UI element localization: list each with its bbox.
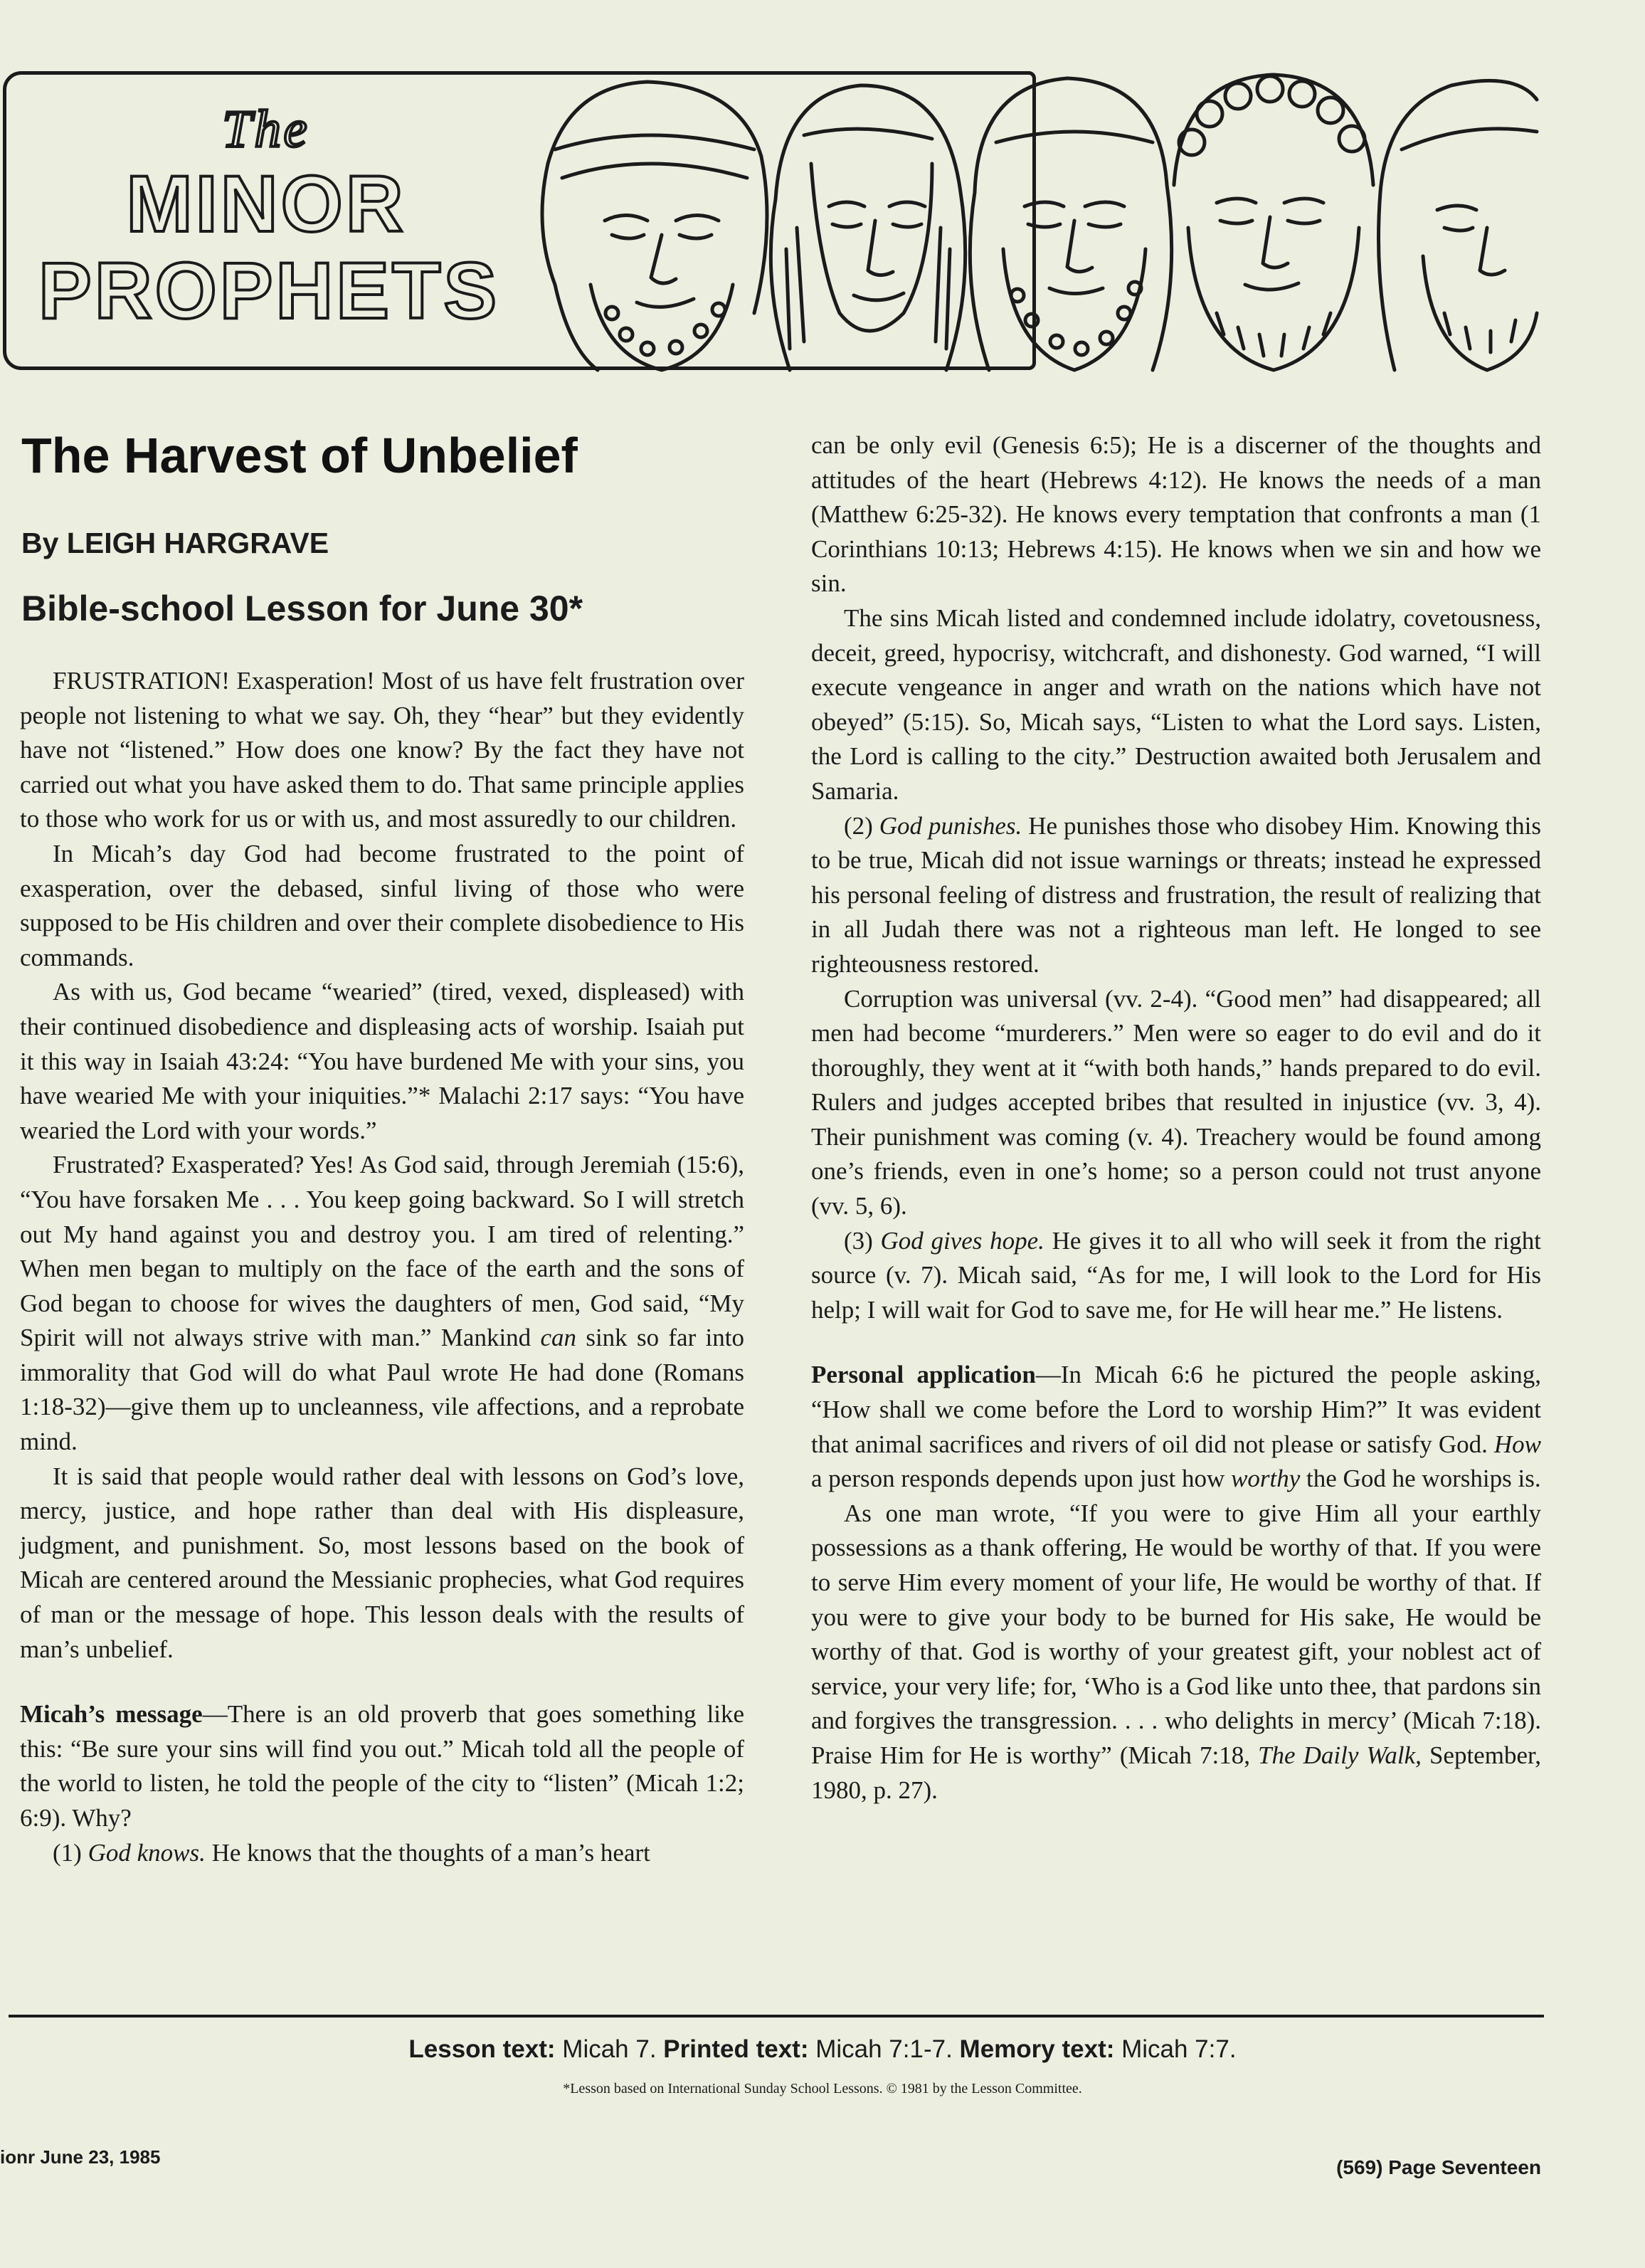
lesson-text-value: Micah 7. xyxy=(555,2035,664,2063)
emphasis: God punishes. xyxy=(879,811,1022,840)
prophets-faces-illustration xyxy=(505,14,1544,384)
footer-rule xyxy=(9,2015,1544,2018)
masthead-line-minor: MINOR xyxy=(126,159,406,248)
emphasis: God gives hope. xyxy=(880,1226,1044,1255)
issue-date: ionr June 23, 1985 xyxy=(0,2146,161,2168)
paragraph xyxy=(811,1497,1541,1808)
paragraph: As with us, God became “wearied” (tired, vexed, displeased) with their continued disobedience and displeasing acts of worship. Isaiah put it this way in Isaiah 43:24: “You have burdened Me with your sins, you have wearied Me with your iniquities.”* Malachi 2:17 says: “You have wearied the Lord with your words.” xyxy=(20,978,744,1144)
text-run: As one man wrote, “If you were to give Him all your earthly possessions as a thank offering, He would be worthy of that. If you were to serve Him every moment of your life, He would be worthy of that. If you were to give your body to be burned for His sake, He would be worthy of that. God is worthy of your greatest gift, your noblest act of service, your very life; for, ‘Who is a God like unto thee, that pardons sin and forgives the transgression. . . . who delights in mercy’ (Micah 7:18). Praise Him for He is worthy” (Micah 7:18, xyxy=(811,1499,1541,1769)
prophet-face-3 xyxy=(970,78,1171,370)
text-run: He punishes those who disobey Him. Knowing this to be true, Micah did not issue warnings or threats; instead he expressed his personal feeling of distress and frustration, the result of realizing that in all Judah there was not a righteous man left. He longed to see righteousness restored. xyxy=(811,811,1542,978)
paragraph: FRUSTRATION! Exasperation! Most of us have felt frustration over people not listening to what we say. Oh, they “hear” but they evidently have not “listened.” How does one know? By the fact they have not carried out what you have asked them to do. That same principle applies to those who work for us or with us, and most assuredly to our children. xyxy=(20,667,744,833)
emphasis: The Daily Walk, xyxy=(1258,1741,1422,1769)
paragraph: can be only evil (Genesis 6:5); He is a discerner of the thoughts and attitudes of the heart (Hebrews 4:12). He knows the needs of a man (Matthew 6:25-32). He knows every temptation that confronts a man (1 Corinthians 10:13; Hebrews 4:15). He knows when we sin and how we sin. xyxy=(811,431,1541,598)
byline: By LEIGH HARGRAVE xyxy=(21,527,329,559)
emphasis: can xyxy=(540,1324,577,1352)
lesson-text-line xyxy=(0,2035,1645,2064)
point-number: (1) xyxy=(53,1838,88,1867)
lesson-date: Bible-school Lesson for June 30* xyxy=(21,589,583,628)
paragraph xyxy=(20,1148,744,1459)
text-run: the God he worships is. xyxy=(1300,1465,1541,1493)
point-number: (3) xyxy=(844,1226,881,1255)
section-micahs-message xyxy=(20,1697,744,1835)
text-run: Frustrated? Exasperated? Yes! As God said, through Jeremiah (15:6), “You have forsaken Me . . . You keep going backward. So I will stretch out My hand against you and destroy you. I am tired of relenting.” When men began to multiply on the face of the earth and the sons of God began to choose for wives the daughters of men, God said, “My Spirit will not always strive with man.” Mankind xyxy=(20,1151,744,1352)
text-run: September, 1980, p. 27). xyxy=(811,1741,1541,1804)
paragraph: In Micah’s day God had become frustrated to the point of exasperation, over the debased, sinful living of those who were supposed to be His children and over their complete disobedience to His commands. xyxy=(20,839,744,971)
paragraph: It is said that people would rather deal with lessons on God’s love, mercy, justice, and hope rather than deal with His displeasure, judgment, and punishment. So, most lessons based on the book of Micah are centered around the Messianic prophecies, what God requires of man or the message of hope. This lesson deals with the results of man’s unbelief. xyxy=(20,1462,744,1663)
emphasis: worthy xyxy=(1231,1465,1301,1493)
section-heading: Personal application xyxy=(811,1361,1036,1389)
masthead-line-the: The xyxy=(222,100,310,159)
point-number: (2) xyxy=(844,811,879,840)
emphasis: How xyxy=(1493,1430,1541,1458)
text-run: He knows that the thoughts of a man’s heart xyxy=(205,1838,650,1867)
text-run: sink so far into immorality that God will do what Paul wrote He had done (Romans 1:18-32)—give them up to uncleanness, vile affections, and a reprobate mind. xyxy=(20,1324,744,1456)
prophet-face-2 xyxy=(771,85,965,370)
printed-text-value: Micah 7:1-7. xyxy=(808,2035,960,2063)
footnote: *Lesson based on International Sunday School Lessons. © 1981 by the Lesson Committee. xyxy=(563,2081,1082,2096)
lesson-text-label: Lesson text: xyxy=(408,2035,556,2063)
masthead-title xyxy=(38,98,500,335)
prophet-face-5 xyxy=(1379,80,1538,370)
text-run: —There is an old proverb that goes something like this: “Be sure your sins will find you out.” Micah told all the people of the world to listen, he told the people of the city to “listen” (Micah 1:2; 6:9). Why? xyxy=(20,1700,744,1832)
paragraph xyxy=(20,1836,744,1871)
memory-text-value: Micah 7:7. xyxy=(1114,2035,1237,2063)
emphasis: God knows. xyxy=(88,1838,206,1867)
article-title: The Harvest of Unbelief xyxy=(21,428,578,483)
left-column xyxy=(20,664,744,1870)
text-run: a person responds depends upon just how xyxy=(811,1465,1232,1493)
prophet-face-4 xyxy=(1174,75,1373,370)
text-run: —In Micah 6:6 he pictured the people asking, “How shall we come before the Lord to worship Him?” It was evident that animal sacrifices and rivers of oil did not please or satisfy God. xyxy=(811,1361,1541,1458)
text-run: He gives it to all who will seek it from the right source (v. 7). Micah said, “As for me, I will look to the Lord for His help; I will wait for God to save me, for He will hear me.” He listens. xyxy=(811,1226,1542,1324)
right-column xyxy=(811,428,1541,1808)
masthead-line-prophets: PROPHETS xyxy=(38,246,500,335)
prophet-face-1 xyxy=(542,82,767,370)
paragraph xyxy=(811,809,1541,982)
section-personal-application xyxy=(811,1358,1541,1496)
paragraph: The sins Micah listed and condemned include idolatry, covetousness, deceit, greed, hypocrisy, witchcraft, and dishonesty. God warned, “I will execute vengeance in anger and wrath on the nations which have not obeyed” (5:15). So, Micah says, “Listen to what the Lord says. Listen, the Lord is calling to the city.” Destruction awaited both Jerusalem and Samaria. xyxy=(811,603,1541,805)
memory-text-label: Memory text: xyxy=(959,2035,1115,2063)
printed-text-label: Printed text: xyxy=(663,2035,809,2063)
paragraph: Corruption was universal (vv. 2-4). “Good men” had disappeared; all men had become “murderers.” Men were so eager to do evil and do it thoroughly, they went at it “with both hands,” hands prepared to do evil. Rulers and judges accepted bribes that resulted in injustice (vv. 3, 4). Their punishment was coming (v. 4). Treachery would be found among one’s friends, even in one’s home; so a person could not trust anyone (vv. 5, 6). xyxy=(811,984,1541,1220)
paragraph xyxy=(811,1224,1541,1328)
page-number: (569) Page Seventeen xyxy=(1336,2156,1541,2178)
section-heading: Micah’s message xyxy=(20,1700,203,1729)
